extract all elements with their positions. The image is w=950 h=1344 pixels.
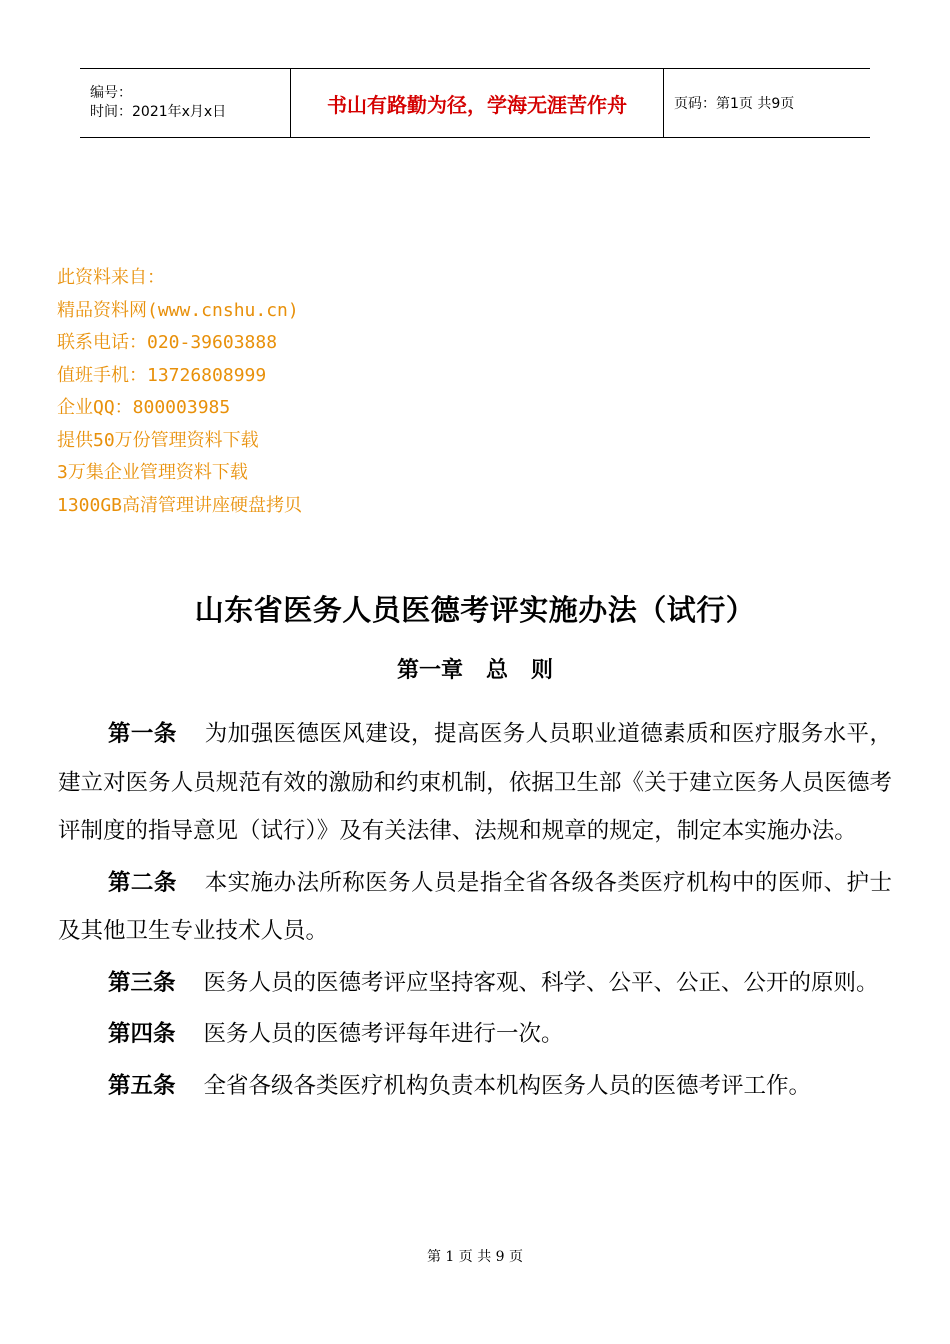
source-line-website[interactable]: 精品资料网(www.cnshu.cn) bbox=[57, 299, 299, 321]
source-line-qq: 企业QQ：800003985 bbox=[57, 397, 231, 418]
article-label: 第四条 bbox=[108, 1021, 176, 1047]
article-label: 第三条 bbox=[108, 969, 176, 996]
chapter-title: 第一章 总 则 bbox=[397, 658, 553, 683]
page-footer: 第 1 页 共 9 页 bbox=[426, 1249, 524, 1265]
page-info-text: 页码：第1页 共9页 bbox=[674, 96, 795, 112]
source-line: 提供50万份管理资料下载 bbox=[57, 429, 259, 451]
source-line-mobile: 值班手机：13726808999 bbox=[57, 364, 267, 386]
article-paragraph bbox=[58, 1010, 892, 1059]
time-label: 时间：2021年x月x日 bbox=[90, 104, 227, 120]
article-paragraph bbox=[58, 1062, 892, 1111]
article-paragraph bbox=[58, 959, 892, 1008]
article-text: 医务人员的医德考评应坚持客观、科学、公平、公正、公开的原则。 bbox=[203, 969, 879, 996]
source-line: 此资料来自： bbox=[57, 267, 165, 288]
source-info-block bbox=[57, 262, 302, 522]
motto-text: 书山有路勤为径，学海无涯苦作舟 bbox=[327, 92, 627, 117]
header-meta bbox=[80, 69, 290, 137]
header-page-info bbox=[664, 69, 870, 137]
document-title: 山东省医务人员医德考评实施办法（试行） bbox=[194, 593, 756, 627]
source-line: 1300GB高清管理讲座硬盘拷贝 bbox=[57, 494, 303, 516]
article-paragraph bbox=[58, 859, 892, 956]
page-header bbox=[80, 68, 870, 138]
source-line-phone: 联系电话：020-39603888 bbox=[57, 332, 278, 353]
article-label: 第五条 bbox=[108, 1072, 176, 1099]
article-label: 第一条 bbox=[108, 721, 177, 747]
header-motto bbox=[290, 69, 664, 137]
article-label: 第二条 bbox=[108, 869, 177, 896]
article-text: 本实施办法所称医务人员是指全省各级各类医疗机构中的医师、护士及其他卫生专业技术人员。 bbox=[58, 869, 892, 944]
source-line: 3万集企业管理资料下载 bbox=[57, 462, 248, 483]
article-text: 医务人员的医德考评每年进行一次。 bbox=[203, 1021, 564, 1047]
articles-body bbox=[58, 710, 892, 1113]
article-paragraph bbox=[58, 710, 892, 856]
article-text: 为加强医德医风建设，提高医务人员职业道德素质和医疗服务水平，建立对医务人员规范有效的激励和约束机制，依据卫生部《关于建立医务人员医德考评制度的指导意见（试行）》及有关法律、法规和规章的规定，制定本实施办法。 bbox=[58, 721, 892, 844]
article-text: 全省各级各类医疗机构负责本机构医务人员的医德考评工作。 bbox=[203, 1072, 812, 1099]
number-label: 编号： bbox=[90, 85, 132, 101]
